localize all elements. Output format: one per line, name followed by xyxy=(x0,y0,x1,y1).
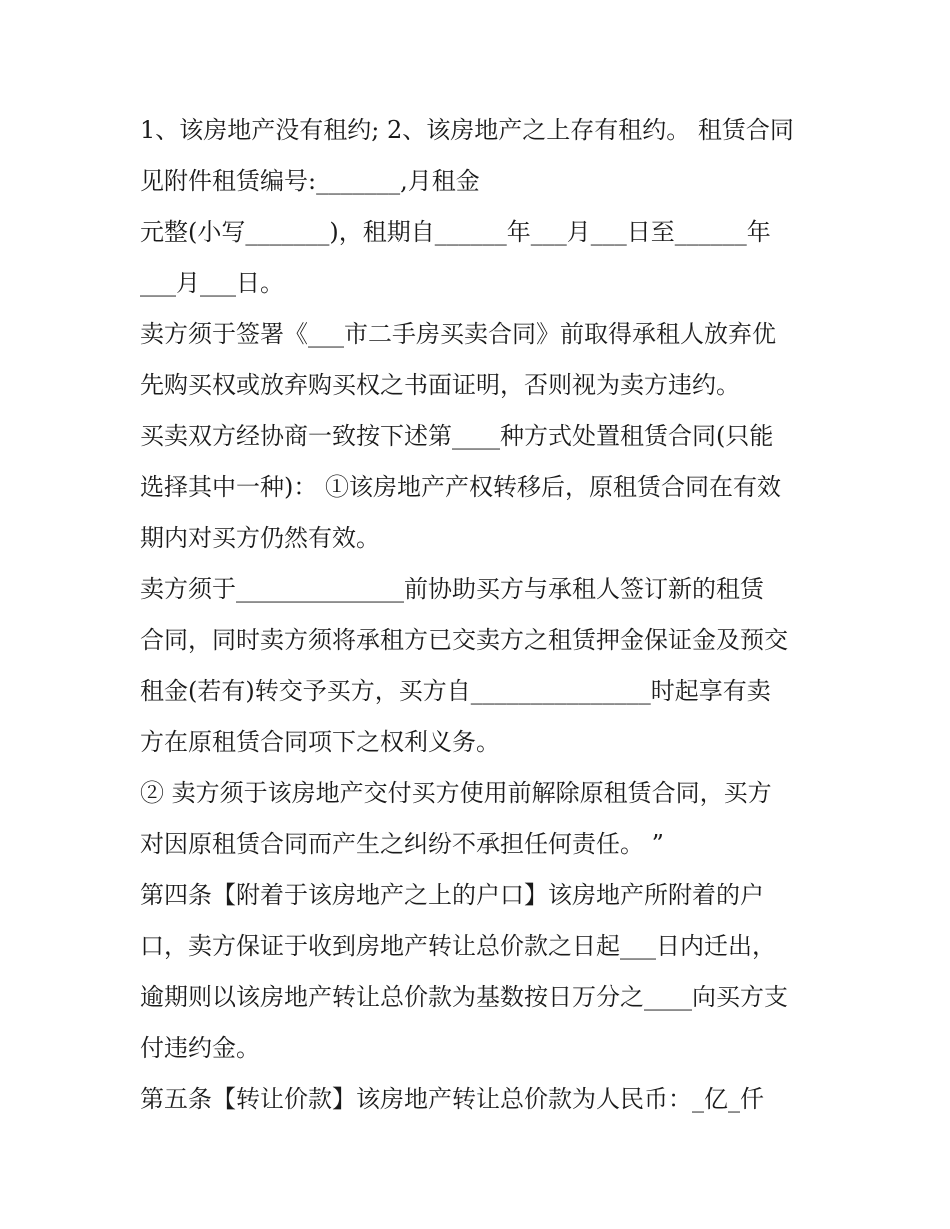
text-line: 方在原租赁合同项下之权利义务。 xyxy=(140,728,500,756)
text-line: 合同，同时卖方须将承租方已交卖方之租赁押金保证金及预交 xyxy=(140,626,788,654)
text-line: 卖方须于签署《___市二手房买卖合同》前取得承租人放弃优 xyxy=(140,320,776,348)
text-line: 期内对买方仍然有效。 xyxy=(140,524,380,552)
text-line: 付违约金。 xyxy=(140,1034,260,1062)
text-line: 买卖双方经协商一致按下述第____种方式处置租赁合同(只能 xyxy=(140,422,774,450)
text-line: 1、该房地产没有租约; 2、该房地产之上存有租约。 租赁合同 xyxy=(140,116,794,144)
text-line: 逾期则以该房地产转让总价款为基数按日万分之____向买方支 xyxy=(140,983,788,1011)
text-line: 见附件租赁编号:_______,月租金 xyxy=(140,167,480,195)
document-body xyxy=(140,110,820,1130)
text-line: 第四条【附着于该房地产之上的户口】该房地产所附着的户 xyxy=(140,881,764,909)
text-line: ___月___日。 xyxy=(140,269,284,297)
text-line: 对因原租赁合同而产生之纠纷不承担任何责任。 ” xyxy=(140,830,664,858)
text-line: 口，卖方保证于收到房地产转让总价款之日起___日内迁出， xyxy=(140,932,776,960)
text-line: 选择其中一种)： ①该房地产产权转移后，原租赁合同在有效 xyxy=(140,473,781,501)
text-line: 第五条【转让价款】该房地产转让总价款为人民币：_亿_仟 xyxy=(140,1085,764,1113)
text-line: 先购买权或放弃购买权之书面证明，否则视为卖方违约。 xyxy=(140,371,740,399)
text-line: 元整(小写_______)，租期自______年___月___日至______年 xyxy=(140,218,771,246)
text-line: 租金(若有)转交予买方，买方自_______________时起享有卖 xyxy=(140,677,771,705)
text-line: ② 卖方须于该房地产交付买方使用前解除原租赁合同，买方 xyxy=(140,779,772,807)
text-line: 卖方须于______________前协助买方与承租人签订新的租赁 xyxy=(140,575,764,603)
